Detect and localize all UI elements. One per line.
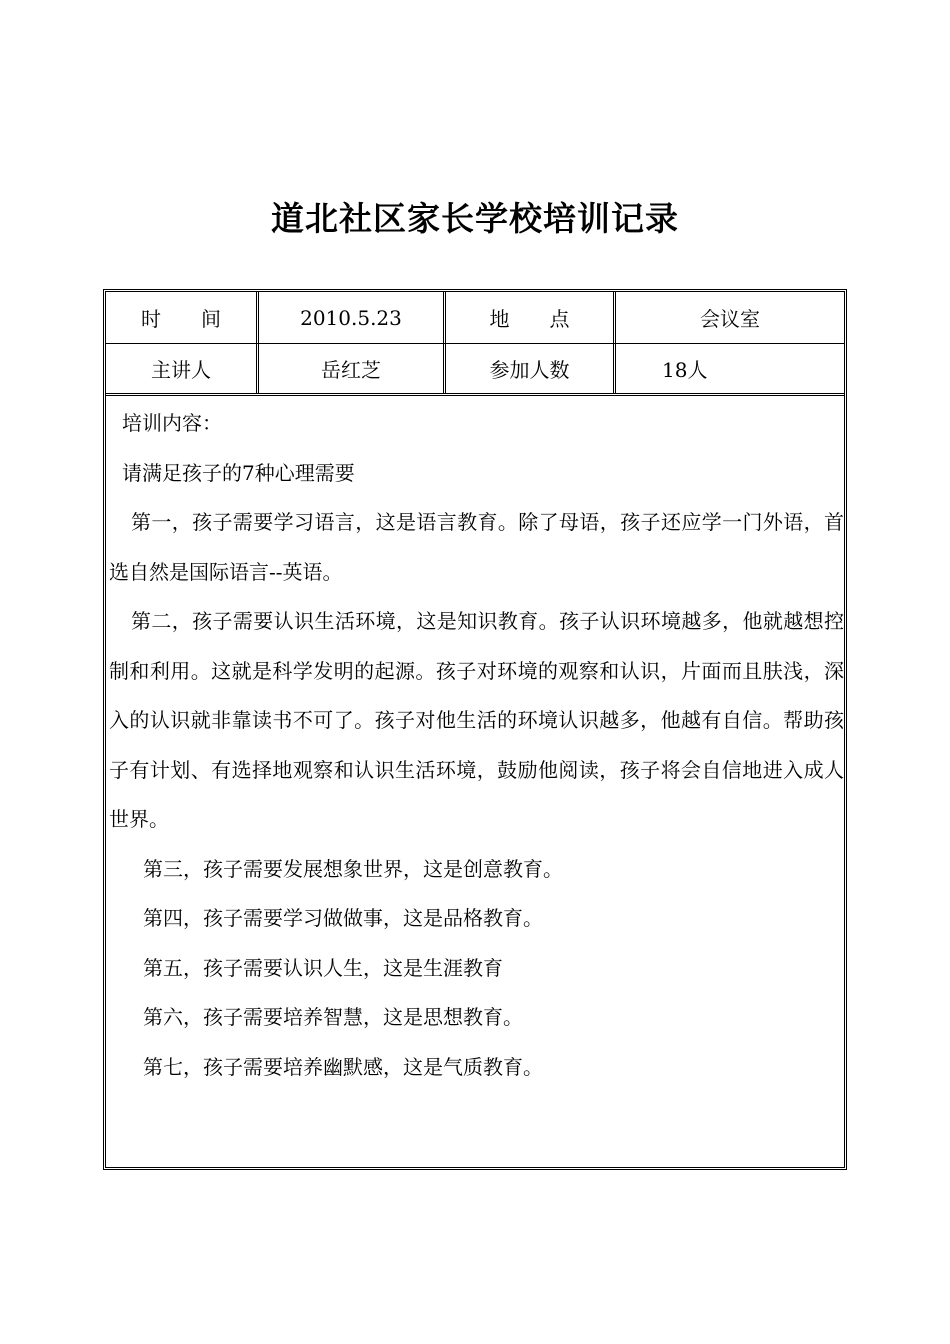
attendees-value: 18人	[662, 358, 708, 382]
speaker-label: 主讲人	[106, 344, 259, 393]
info-row-time-place	[106, 292, 844, 344]
place-label: 地 点	[446, 292, 616, 343]
record-table	[103, 289, 847, 1170]
info-row-speaker-attendees	[106, 344, 844, 396]
content-paragraph-3: 第三，孩子需要发展想象世界，这是创意教育。	[143, 856, 563, 881]
training-content	[106, 399, 844, 1092]
content-paragraph-5: 第五，孩子需要认识人生，这是生涯教育	[143, 955, 503, 980]
content-paragraph-1: 第一，孩子需要学习语言，这是语言教育。除了母语，孩子还应学一门外语，首选自然是国际语言--英语。	[109, 510, 844, 584]
time-value: 2010.5.23	[259, 292, 446, 343]
content-paragraph-7: 第七，孩子需要培养幽默感，这是气质教育。	[143, 1054, 543, 1079]
content-paragraph-6: 第六，孩子需要培养智慧，这是思想教育。	[143, 1005, 523, 1029]
speaker-value: 岳红芝	[259, 344, 446, 393]
content-heading: 培训内容：	[122, 411, 222, 435]
time-label: 时 间	[106, 292, 259, 343]
page-title: 道北社区家长学校培训记录	[271, 199, 679, 238]
attendees-label: 参加人数	[446, 344, 616, 393]
content-paragraph-2: 第二，孩子需要认识生活环境，这是知识教育。孩子认识环境越多，他就越想控制和利用。这就是科学发明的起源。孩子对环境的观察和认识，片面而且肤浅，深入的认识就非靠读书不可了。孩子对他生活的环境认识越多，他越有自信。帮助孩子有计划、有选择地观察和认识生活环境，鼓励他阅读，孩子将会自信地进入成人世界。	[109, 609, 844, 831]
place-value: 会议室	[700, 307, 760, 331]
content-subtitle: 请满足孩子的7种心理需要	[122, 460, 355, 485]
content-paragraph-4: 第四，孩子需要学习做做事，这是品格教育。	[143, 906, 543, 930]
